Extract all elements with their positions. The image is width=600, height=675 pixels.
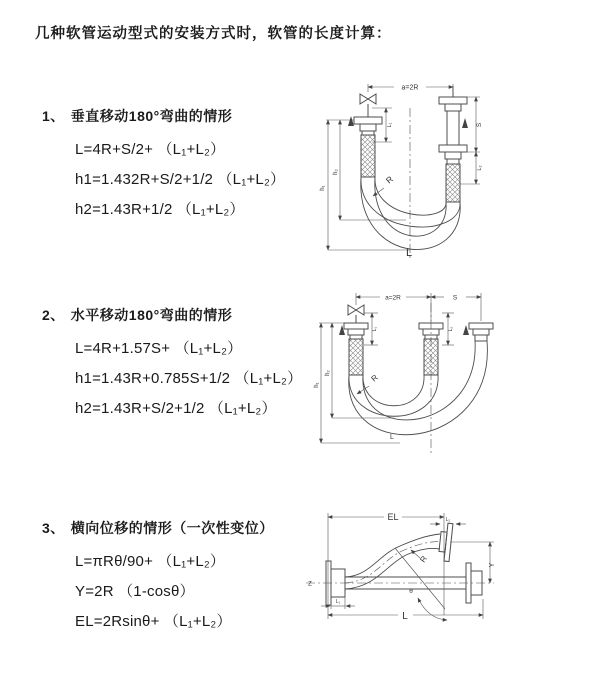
- section-1-heading: [42, 106, 232, 126]
- dim-label-a2r: a=2R: [401, 84, 419, 92]
- section-2-number: 2、: [42, 307, 65, 323]
- right-fitting: [469, 323, 493, 341]
- left-fitting: [344, 323, 368, 375]
- radius-label: R: [369, 372, 380, 384]
- length-label: L: [390, 434, 394, 441]
- radius-label: R: [383, 173, 395, 186]
- section-3-formula-L: L=πRθ/90+ （L₁+L₂）: [75, 553, 226, 570]
- section-3-formula-EL: EL=2Rsinθ+ （L₁+L₂）: [75, 613, 232, 630]
- valve-icon: [360, 94, 376, 117]
- centerline-mark: Z: [308, 581, 312, 588]
- dim-label-l2: L₂: [445, 517, 451, 523]
- dim-label-h1: h₁: [314, 382, 320, 388]
- section-1-number: 1、: [42, 108, 65, 124]
- length-label: L: [405, 247, 413, 259]
- dim-label-l2: L₂: [477, 165, 483, 171]
- diagram-lateral-displacement: [298, 503, 598, 653]
- dim-label-s: S: [452, 294, 458, 302]
- section-3-formula-Y: Y=2R （1-cosθ）: [75, 583, 195, 600]
- section-3-heading: [42, 518, 274, 538]
- section-2-heading: [42, 305, 232, 325]
- section-1-formula-h1: h1=1.432R+S/2+1/2 （L₁+L₂）: [75, 171, 286, 188]
- dim-label-s: S: [476, 122, 483, 128]
- section-3-number: 3、: [42, 520, 65, 536]
- dim-label-h1: h₁: [320, 185, 326, 191]
- dim-label-l2: L₂: [448, 326, 454, 332]
- dimension-lines: [319, 293, 481, 443]
- dim-label-l1: L₁: [387, 122, 393, 128]
- page-title: 几种软管运动型式的安装方式时，软管的长度计算：: [35, 26, 392, 42]
- diagram-vertical-bend: [310, 72, 600, 262]
- radius-label: R: [418, 554, 429, 565]
- right-fitting: [439, 86, 467, 202]
- section-1-formula-L: L=4R+S/2+ （L₁+L₂）: [75, 141, 226, 158]
- valve-icon: [348, 305, 364, 323]
- section-2-formula-h1: h1=1.43R+0.785S+1/2 （L₁+L₂）: [75, 370, 303, 387]
- diagram-horizontal-bend: [308, 283, 598, 463]
- direction-arrows: [348, 116, 468, 128]
- hose-curves: [361, 177, 460, 250]
- theta-label: θ: [409, 588, 413, 595]
- dim-label-a2r: a=2R: [385, 294, 401, 302]
- dim-label-l1: L₁: [372, 326, 378, 332]
- section-2-title: 水平移动180°弯曲的情形: [70, 307, 233, 323]
- dim-label-h2: h₂: [325, 370, 331, 376]
- section-3-title: 横向位移的情形（一次性变位）: [70, 520, 274, 536]
- dim-label-l: L: [402, 611, 408, 622]
- dim-label-l1: L₁: [335, 599, 341, 605]
- section-1-title: 垂直移动180°弯曲的情形: [70, 108, 233, 124]
- dim-label-el: EL: [387, 512, 399, 522]
- dim-label-y: Y: [489, 562, 496, 568]
- hose-curves: [349, 341, 488, 435]
- section-2-formula-h2: h2=1.43R+S/2+1/2 （L₁+L₂）: [75, 400, 277, 417]
- dim-label-h2: h₂: [333, 169, 339, 175]
- left-fitting: [354, 117, 382, 177]
- section-1-formula-h2: h2=1.43R+1/2 （L₁+L₂）: [75, 201, 245, 218]
- section-2-formula-L: L=4R+1.57S+ （L₁+L₂）: [75, 340, 243, 357]
- dimension-lines: [321, 513, 494, 620]
